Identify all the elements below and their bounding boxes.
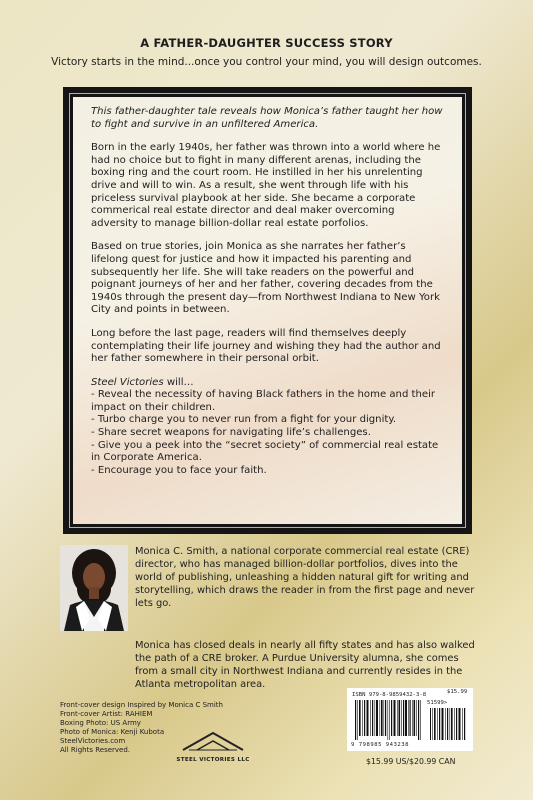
back-cover-heading: A FATHER-DAUGHTER SUCCESS STORY xyxy=(140,36,393,50)
credit-line: Boxing Photo: US Army xyxy=(60,719,141,728)
credit-line: SteelVictories.com xyxy=(60,737,126,746)
list-item: - Turbo charge you to never run from a fight for your dignity. xyxy=(91,414,397,426)
barcode-addon-code: 51599> xyxy=(427,700,448,706)
book-promise-suffix: will… xyxy=(163,376,194,388)
list-item: - Share secret weapons for navigating life’s challenges. xyxy=(91,427,371,439)
barcode-number: 9 798985 943238 xyxy=(351,742,410,748)
author-bio-1: Monica C. Smith, a national corporate commercial real estate (CRE) director, who has managed billion-dollar portfolios, dives into the world of publishing, unleashing a hidden natural gift for writing and storytelling, which draws the reader in from the first page and never lets go. xyxy=(135,546,475,609)
intro-paragraph: This father-daughter tale reveals how Monica’s father taught her how to fight and survive in an unfiltered America. xyxy=(91,106,443,130)
book-promise-heading xyxy=(91,377,444,390)
list-item: - Encourage you to face your faith. xyxy=(91,464,267,476)
description-paragraph-3: Long before the last page, readers will find themselves deeply contemplating their life journey and wishing they had the author and her father somewhere in their personal orbit. xyxy=(91,327,441,365)
author-photo xyxy=(60,545,128,631)
credit-line: Photo of Monica: Kenji Kubota xyxy=(60,728,165,737)
mountain-logo-icon xyxy=(175,730,251,752)
author-bio-2: Monica has closed deals in nearly all fifty states and has also walked the path of a CRE broker. A Purdue University alumna, she comes from a small city in Northwest Indiana and currently resides in the Atlanta metropolitan area. xyxy=(135,640,475,690)
credit-line: Front-cover design Inspired by Monica C Smith xyxy=(60,701,223,709)
credit-line: Front-cover Artist: RAHIEM xyxy=(60,710,153,719)
publisher-logo xyxy=(175,730,251,766)
description-paragraph-1: Born in the early 1940s, her father was thrown into a world where he had no choice but to fight in many different arenas, including the boxing ring and the court room. He instilled in her his unrelenting drive and will to win. As a result, she went through life with his priceless survival playbook at her side. She became a corporate commerical real estate director and deal maker overcoming adversity to manage billion-dollar real estate porfolios. xyxy=(91,142,441,229)
description-panel xyxy=(73,97,462,524)
benefits-list xyxy=(91,389,444,477)
credit-line: All Rights Reserved. xyxy=(60,746,131,755)
isbn-barcode xyxy=(347,688,473,751)
isbn-label: ISBN 979-8-9859432-3-8 xyxy=(352,692,427,698)
retail-price: $15.99 US/$20.99 CAN xyxy=(366,757,456,766)
barcode-price-code: $15.99 xyxy=(447,689,468,695)
list-item: - Reveal the necessity of having Black fathers in the home and their impact on their children. xyxy=(91,389,436,413)
description-frame xyxy=(63,87,472,534)
tagline: Victory starts in the mind...once you control your mind, you will design outcomes. xyxy=(51,56,482,68)
frame-gold-border xyxy=(69,93,466,528)
description-paragraph-2: Based on true stories, join Monica as she narrates her father’s lifelong quest for justice and how it impacted his parenting and subsequently her life. She will take readers on the powerful and poignant journeys of her and her father, covering decades from the 1940s through the present day—from Northwest Indiana to New York City and points in between. xyxy=(91,241,440,316)
author-portrait-illustration xyxy=(60,545,128,631)
publisher-name: STEEL VICTORIES LLC xyxy=(176,757,250,763)
book-title: Steel Victories xyxy=(91,376,164,388)
list-item: - Give you a peek into the “secret society” of commercial real estate in Corporate America. xyxy=(91,439,439,464)
